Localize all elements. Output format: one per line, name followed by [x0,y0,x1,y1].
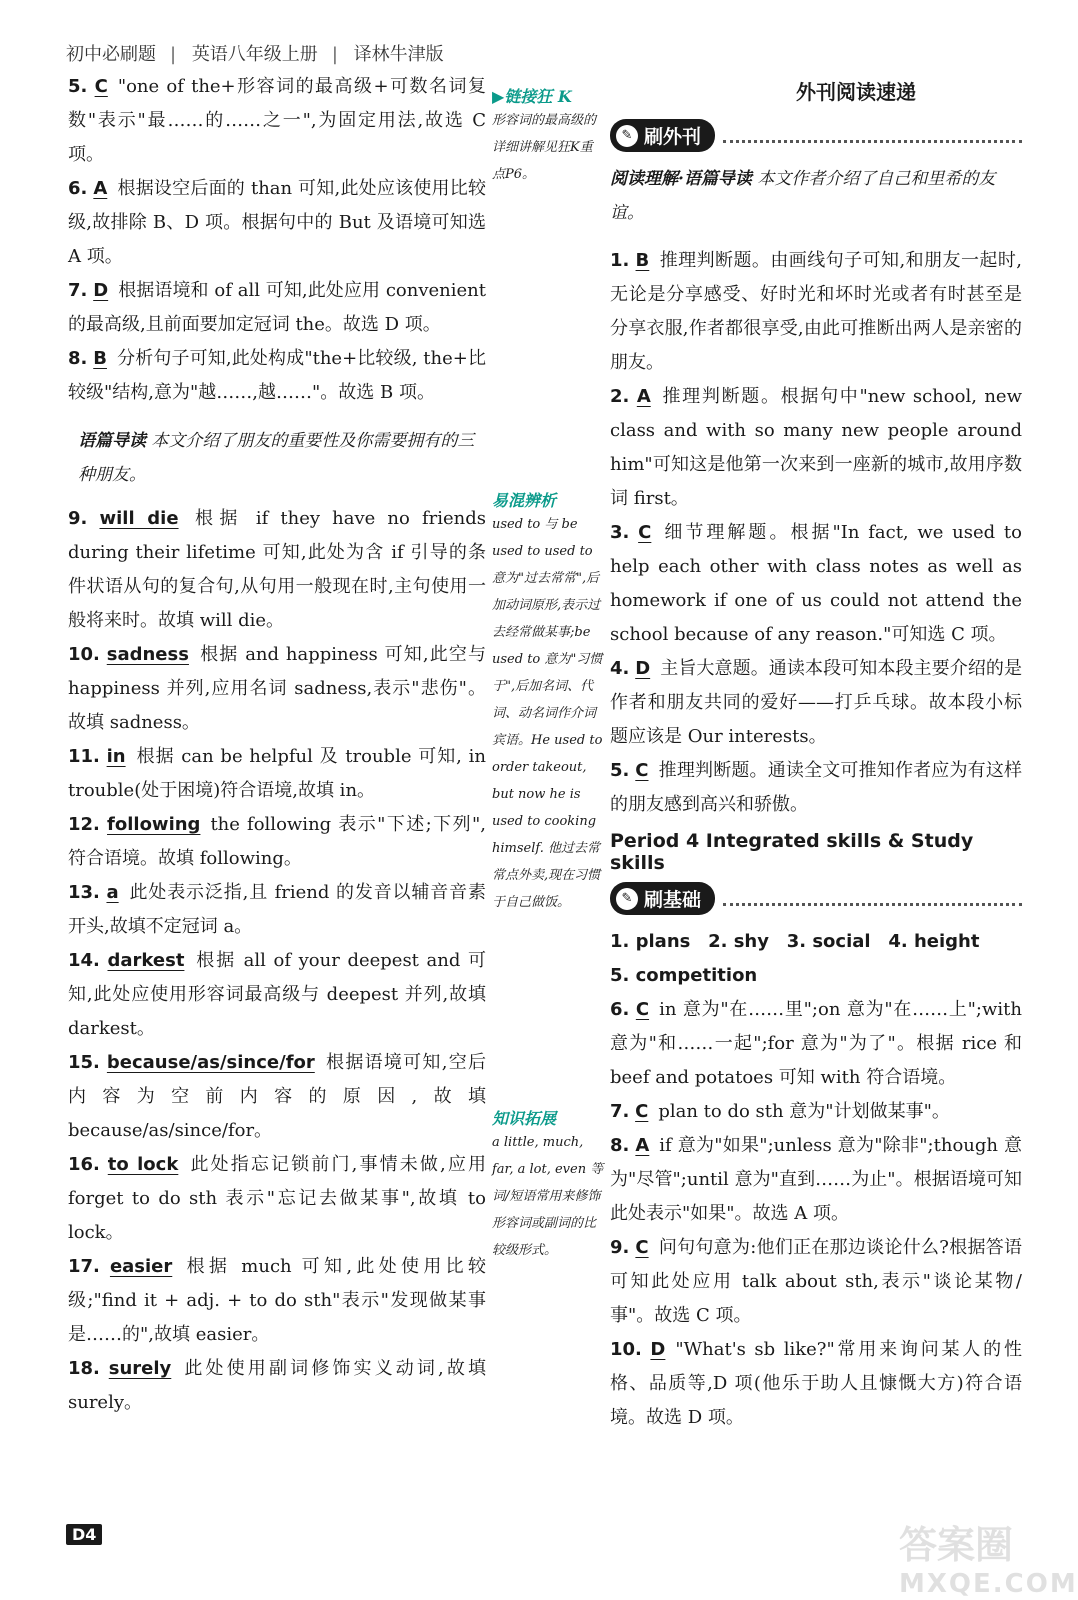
item-explanation: 此处使用副词修饰实义动词,故填 surely。 [68,1358,486,1413]
fill-answer: 4. height [888,931,980,952]
item-answer: A [93,178,108,199]
item-answer: sadness [106,644,189,665]
fill-answer: 5. competition [610,965,758,986]
item-explanation: 细节理解题。根据"In fact, we used to help each other with class notes as well as homework if one of us could not attend the school because of any reason."可知选 C 项。 [610,522,1022,645]
left-answers-group-b [68,502,486,1420]
item-answer: in [106,746,126,767]
side-note-head: 易混辨析 [492,491,557,510]
page-number: D4 [66,1524,102,1545]
left-guide-text: 本文介绍了朋友的重要性及你需要拥有的三种朋友。 [78,431,475,485]
item-explanation: 根据 if they have no friends during their lifetime 可知,此处为含 if 引导的条件状语从句的复合句,从句用一般现在时,主句使用一般将来时。故填 will die。 [68,508,486,631]
watermark-url: MXQE.COM [899,1569,1078,1599]
pencil-icon: ✎ [616,125,638,147]
answer-item [610,1095,1022,1129]
item-number: 13. [68,882,100,903]
fill-answers-row [610,925,1022,959]
item-explanation: "What's sb like?"常用来询问某人的性格、品质等,D 项(他乐于助人且慷慨大方)符合语境。故选 D 项。 [610,1339,1022,1428]
right-guide [610,162,1022,230]
item-explanation: 推理判断题。根据句中"new school, new class and with so many new people around him"可知这是他第一次来到一座新的城市,故用序数词 first。 [610,386,1022,509]
item-answer: B [635,250,650,271]
item-number: 18. [68,1358,100,1379]
fill-answers-row [610,959,1022,993]
section-tag [610,119,715,152]
item-number: 6. [610,999,630,1020]
page-header: 初中必刷题 | 英语八年级上册 | 译林牛津版 [66,44,444,65]
side-note-head: 知识拓展 [492,1109,557,1128]
answer-item [610,1231,1022,1333]
pencil-icon: ✎ [616,888,638,910]
answer-item [68,808,486,876]
item-explanation: 推理判断题。由画线句子可知,和朋友一起时,无论是分享感受、好时光和坏时光或者有时甚至是分享衣服,作者都很享受,由此可推断出两人是亲密的朋友。 [610,250,1022,373]
item-number: 10. [68,644,100,665]
item-number: 7. [68,280,88,301]
item-explanation: 此处表示泛指,且 friend 的发音以辅音音素开头,故填不定冠词 a。 [68,882,486,937]
header-edition: 译林牛津版 [353,44,444,65]
item-answer: a [106,882,119,903]
item-answer: surely [108,1358,172,1379]
right-guide-text: 本文作者介绍了自己和里希的友谊。 [610,169,996,223]
answer-item [68,342,486,410]
answer-item [610,1129,1022,1231]
section-title: 外刊阅读速递 [796,80,916,104]
item-answer: D [650,1339,666,1360]
item-answer: C [638,522,652,543]
item-explanation: in 意为"在……里";on 意为"在……上";with 意为"和……一起";for 意为"为了"。根据 rice 和 beef and potatoes 可知 with 符合语境。 [610,999,1022,1088]
item-explanation: 根据设空后面的 than 可知,此处应该使用比较级,故排除 B、D 项。根据句中的 But 及语境可知选 A 项。 [68,178,486,267]
item-number: 9. [68,508,88,529]
answer-item [610,244,1022,380]
answer-item [68,172,486,274]
answer-item [610,516,1022,652]
item-explanation: 根据语境和 of all 可知,此处应用 convenient 的最高级,且前面要加定冠词 the。故选 D 项。 [68,280,486,335]
item-number: 5. [610,760,630,781]
side-note-text: 形容词的最高级的详细讲解见狂K重点P6。 [492,113,597,182]
answer-item [610,652,1022,754]
side-note-text: used to 与 be used to used to 意为"过去常常",后加动词原形,表示过去经常做某事;be used to 意为"习惯于",后加名词、代词、动名词作介词宾语。He used to order takeout, but now he is used to cooking himself. 他过去常常点外卖,现在习惯于自己做饭。 [492,517,603,910]
fill-answer: 1. plans [610,931,691,952]
section-tag-bar [610,119,1022,152]
item-explanation: 推理判断题。通读全文可推知作者应为有这样的朋友感到高兴和骄傲。 [610,760,1022,815]
item-explanation: plan to do sth 意为"计划做某事"。 [658,1101,950,1122]
item-explanation: 此处指忘记锁前门,事情未做,应用 forget to do sth 表示"忘记去做某事",故填 to lock。 [68,1154,486,1243]
header-book: 初中必刷题 [66,44,156,65]
item-number: 17. [68,1256,100,1277]
right-guide-title: 阅读理解·语篇导读 [610,169,752,189]
item-answer: following [107,814,201,835]
item-explanation: if 意为"如果";unless 意为"除非";though 意为"尽管";until 意为"直到……为止"。根据语境可知此处表示"如果"。故选 A 项。 [610,1135,1022,1224]
answer-item [68,502,486,638]
item-answer: darkest [107,950,185,971]
item-answer: A [635,1135,650,1156]
item-number: 8. [68,348,88,369]
tag-label: 刷基础 [644,889,702,911]
answer-item [68,1046,486,1148]
item-number: 5. [68,76,88,97]
item-number: 11. [68,746,100,767]
answer-item [610,380,1022,516]
watermark-logo [899,1514,1078,1599]
item-answer: C [635,999,650,1020]
item-answer: C [94,76,108,97]
item-number: 10. [610,1339,642,1360]
item-answer: B [93,348,107,369]
answer-item [68,944,486,1046]
item-explanation: 根据 much 可知,此处使用比较级;"find it + adj. + to do sth"表示"发现做某事是……的",故填 easier。 [68,1256,486,1345]
item-explanation: 问句句意为:他们正在那边谈论什么?根据答语可知此处应用 talk about sth,表示"谈论某物/事"。故选 C 项。 [610,1237,1022,1326]
watermark-text: 答案圈 [899,1523,1014,1567]
answer-item [68,274,486,342]
side-note-text: a little, much, far, a lot, even 等词/短语常用来修饰形容词或副词的比较级形式。 [492,1135,604,1258]
item-explanation: 主旨大意题。通读本段可知本段主要介绍的是作者和朋友共同的爱好——打乒乓球。故本段小标题应该是 Our interests。 [610,658,1022,747]
side-note-link [492,84,604,188]
item-number: 2. [610,386,630,407]
dotted-divider [723,128,1022,143]
dotted-divider [723,891,1022,906]
fill-answer: 2. shy [708,931,769,952]
side-note-confusion [492,488,604,916]
item-explanation: 根据 can be helpful 及 trouble 可知, in trouble(处于困境)符合语境,故填 in。 [68,746,486,801]
right-answers-group-a [610,244,1022,822]
left-guide [78,424,486,492]
left-answers-group-a [68,70,486,410]
answer-item [68,740,486,808]
item-number: 15. [68,1052,100,1073]
answer-item [68,1148,486,1250]
item-number: 1. [610,250,630,271]
item-answer: to lock [107,1154,179,1175]
answer-item [610,1333,1022,1435]
right-column [610,70,1022,1435]
item-number: 7. [610,1101,630,1122]
item-number: 12. [68,814,100,835]
item-explanation: 根据语境可知,空后内容为空前内容的原因,故填 because/as/since/for。 [68,1052,486,1141]
answer-item [68,638,486,740]
item-explanation: "one of the+形容词的最高级+可数名词复数"表示"最……的……之一",为固定用法,故选 C 项。 [68,76,486,165]
answer-item [68,1250,486,1352]
side-note-extension [492,1106,604,1264]
tag-label: 刷外刊 [644,126,702,148]
left-guide-title: 语篇导读 [78,431,146,451]
item-number: 4. [610,658,630,679]
item-number: 14. [68,950,100,971]
item-number: 9. [610,1237,630,1258]
item-answer: C [635,760,649,781]
header-subject: 英语八年级上册 [191,44,318,65]
answer-item [68,876,486,944]
answer-item [68,1352,486,1420]
item-answer: C [635,1237,649,1258]
item-answer: C [635,1101,649,1122]
answer-item [610,993,1022,1095]
side-note-head: ▶链接狂 K [492,87,572,106]
item-answer: easier [109,1256,173,1277]
side-notes [492,70,604,1264]
item-number: 8. [610,1135,630,1156]
item-answer: will die [99,508,179,529]
item-explanation: 根据 all of your deepest and 可知,此处应使用形容词最高级与 deepest 并列,故填 darkest。 [68,950,486,1039]
item-number: 6. [68,178,88,199]
item-number: 3. [610,522,630,543]
item-answer: because/as/since/for [106,1052,315,1073]
section-tag [610,882,715,915]
item-answer: D [93,280,109,301]
item-explanation: 根据 and happiness 可知,此空与 happiness 并列,应用名词 sadness,表示"悲伤"。故填 sadness。 [68,644,486,733]
answer-item [68,70,486,172]
item-number: 16. [68,1154,100,1175]
section-tag-bar [610,882,1022,915]
answer-item [610,754,1022,822]
fill-answer: 3. social [786,931,871,952]
item-answer: D [635,658,651,679]
item-explanation: 分析句子可知,此处构成"the+比较级, the+比较级"结构,意为"越……,越……"。故选 B 项。 [68,348,486,403]
item-answer: A [636,386,651,407]
period-heading: Period 4 Integrated skills & Study skills [610,830,974,874]
right-answers-group-b [610,993,1022,1435]
left-column [68,70,486,1420]
item-explanation: the following 表示"下述;下列",符合语境。故填 following。 [68,814,486,869]
